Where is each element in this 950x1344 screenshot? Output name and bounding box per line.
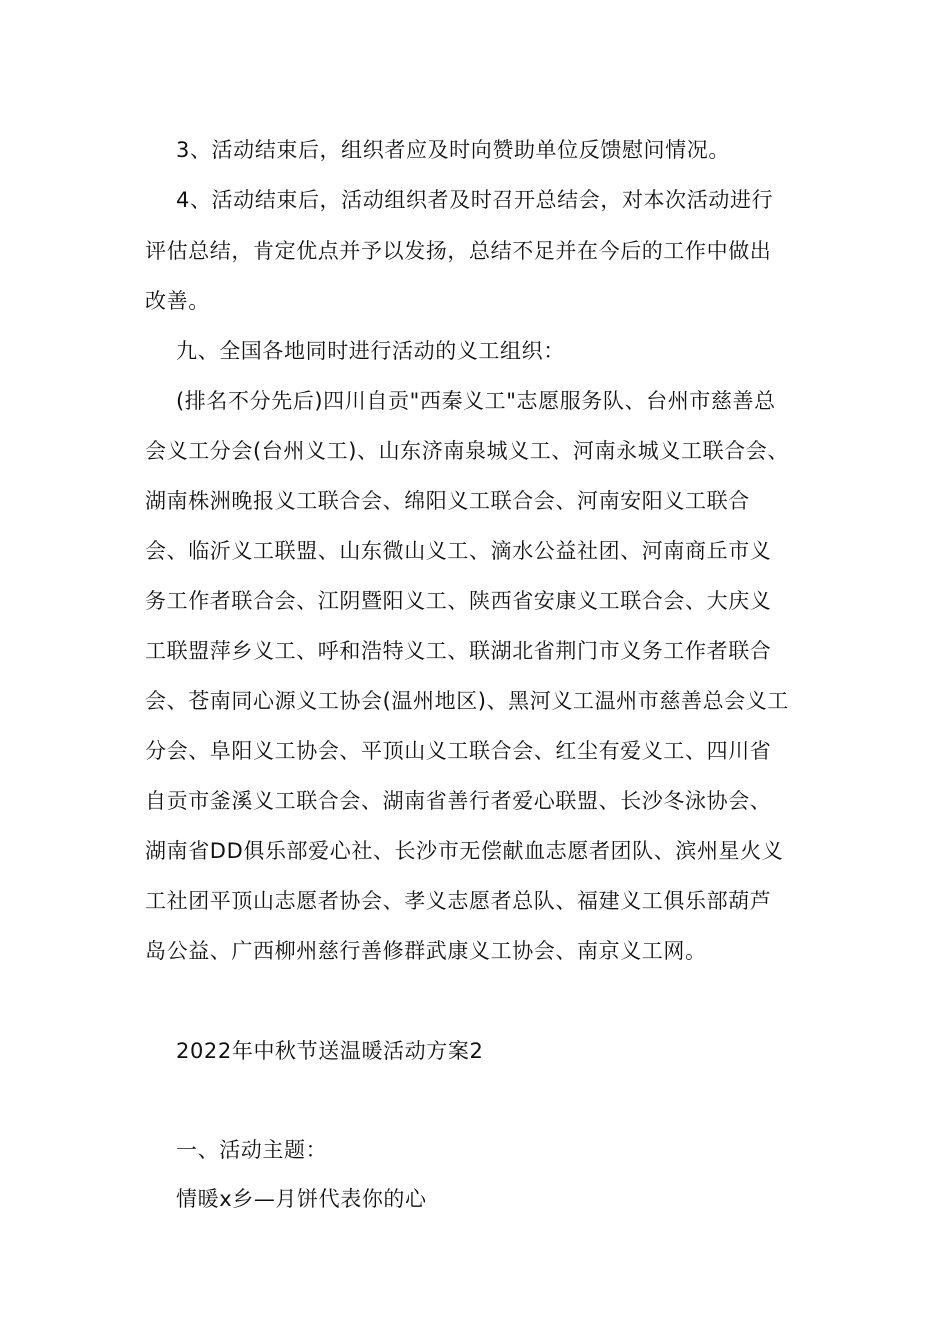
document-title: 2022年中秋节送温暖活动方案2	[176, 1039, 484, 1063]
paragraph-item-4-line-1: 4、活动结束后，活动组织者及时召开总结会，对本次活动进行	[176, 188, 774, 212]
organizations-line-5: 务工作者联合会、江阴暨阳义工、陕西省安康义工联合会、大庆义	[145, 589, 772, 613]
organizations-line-9: 自贡市釜溪义工联合会、湖南省善行者爱心联盟、长沙冬泳协会、	[145, 789, 772, 813]
paragraph-item-4-line-3: 改善。	[145, 289, 210, 313]
organizations-line-11: 工社团平顶山志愿者协会、孝义志愿者总队、福建义工俱乐部葫芦	[145, 889, 772, 913]
organizations-line-10: 湖南省DD俱乐部爱心社、长沙市无偿献血志愿者团队、滨州星火义	[145, 839, 784, 863]
organizations-line-4: 会、临沂义工联盟、山东微山义工、滴水公益社团、河南商丘市义	[145, 539, 772, 563]
organizations-line-2: 会义工分会(台州义工)、山东济南泉城义工、河南永城义工联合会、	[145, 439, 789, 463]
organizations-line-1: (排名不分先后)四川自贡"西秦义工"志愿服务队、台州市慈善总	[176, 389, 776, 413]
organizations-line-7: 会、苍南同心源义工协会(温州地区)、黑河义工温州市慈善总会义工	[145, 689, 789, 713]
organizations-line-8: 分会、阜阳义工协会、平顶山义工联合会、红尘有爱义工、四川省	[145, 739, 772, 763]
organizations-line-3: 湖南株洲晚报义工联合会、绵阳义工联合会、河南安阳义工联合	[145, 489, 750, 513]
paragraph-item-3: 3、活动结束后，组织者应及时向赞助单位反馈慰问情况。	[176, 138, 730, 162]
section-heading-1: 一、活动主题：	[176, 1138, 328, 1162]
organizations-line-12: 岛公益、广西柳州慈行善修群武康义工协会、南京义工网。	[145, 939, 707, 963]
organizations-line-6: 工联盟萍乡义工、呼和浩特义工、联湖北省荆门市义务工作者联合	[145, 639, 772, 663]
activity-theme: 情暖x乡—月饼代表你的心	[176, 1187, 427, 1211]
section-heading-9: 九、全国各地同时进行活动的义工组织：	[176, 339, 565, 363]
paragraph-item-4-line-2: 评估总结，肯定优点并予以发扬，总结不足并在今后的工作中做出	[145, 239, 772, 263]
